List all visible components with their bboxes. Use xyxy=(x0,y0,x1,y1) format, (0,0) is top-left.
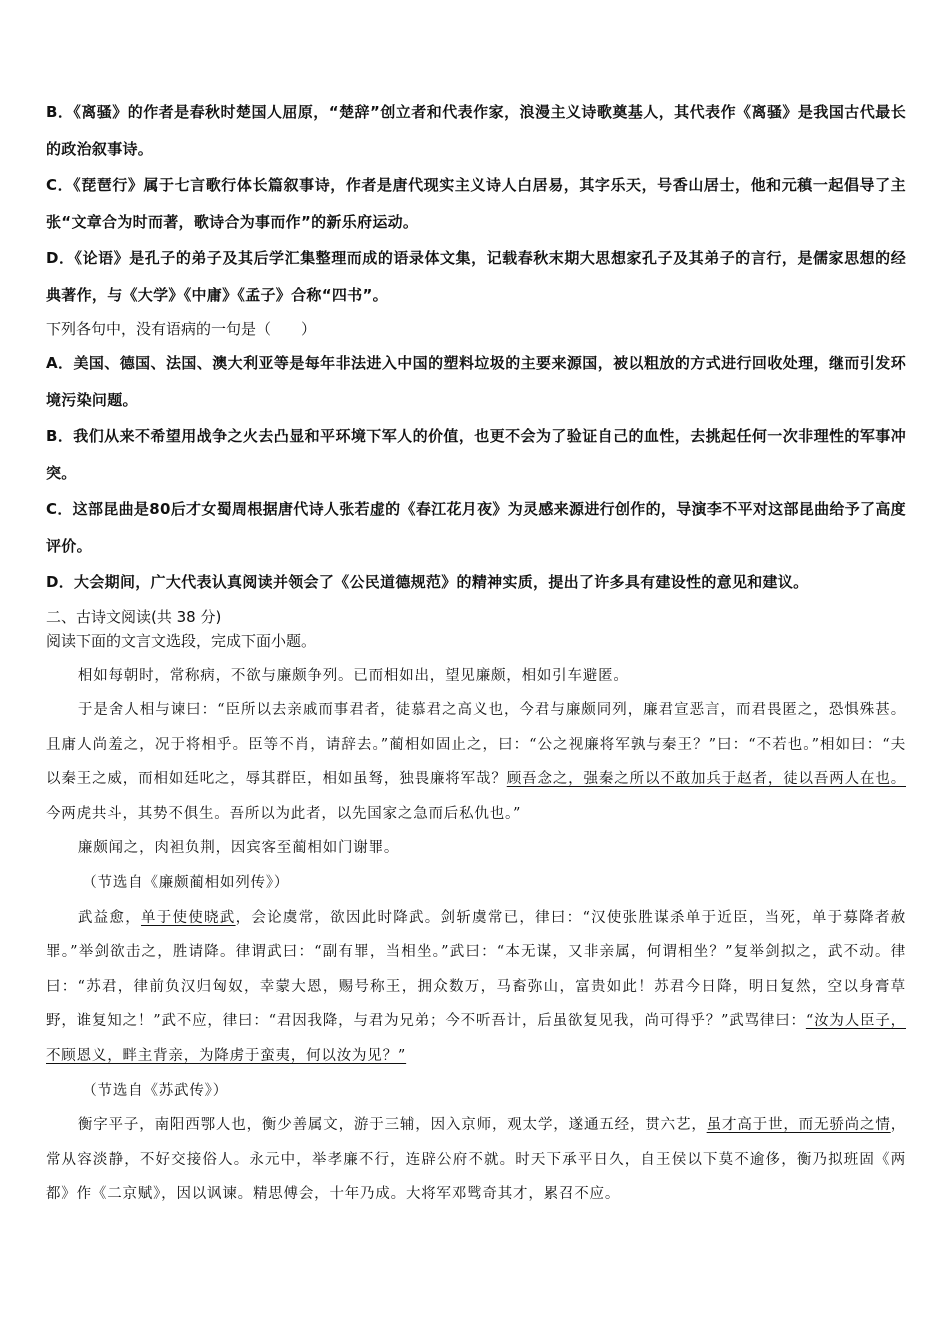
passage2-para xyxy=(46,901,906,1074)
q2-stem: 下列各句中，没有语病的一句是（ ） xyxy=(46,320,317,338)
q1-option-b: B．《离骚》的作者是春秋时楚国人屈原，“楚辞”创立者和代表作家，浪漫主义诗歌奠基人，其代表作《离骚》是我国古代最长的政治叙事诗。 xyxy=(46,103,906,158)
q2-option-c: C．这部昆曲是80后才女蜀周根据唐代诗人张若虚的《春江花月夜》为灵感来源进行创作的，导演李不平对这部昆曲给予了高度评价。 xyxy=(46,500,906,555)
passage2-source: （节选自《苏武传》） xyxy=(82,1082,228,1099)
passage2-underlined-sentence: “汝为人臣子，不顾恩义，畔主背亲，为降虏于蛮夷，何以汝为见？” xyxy=(46,1013,906,1065)
passage1-para1: 相如每朝时，常称病，不欲与廉颇争列。已而相如出，望见廉颇，相如引车避匿。 xyxy=(77,667,629,684)
passage2-underlined-phrase: 单于使使晓武 xyxy=(140,909,236,926)
passage2-text-b: ，会论虞常，欲因此时降武。剑斩虞常已，律曰：“汉使张胜谋杀单于近臣，当死，单于募降者赦罪。”举剑欲击之，胜请降。律谓武曰：“副有罪，当相坐。”武曰：“本无谋，又非亲属，何谓相坐？”复举剑拟之，武不动。律曰：“苏君，律前负汉归匈奴，幸蒙大恩，赐号称王，拥众数万，马畜弥山，富贵如此！苏君今日降，明日复然，空以身膏草野，谁复知之！”武不应，律曰：“君因我降，与君为兄弟；今不听吾计，后虽欲复见我，尚可得乎？”武骂律曰： xyxy=(46,909,906,1030)
passage3-text-b: ，常从容淡静，不好交接俗人。永元中，举孝廉不行，连辟公府不就。时天下承平日久，自王侯以下莫不逾侈，衡乃拟班固《两都》作《二京赋》，因以讽谏。精思傅会，十年乃成。大将军邓骘奇其才，累召不应。 xyxy=(46,1117,906,1203)
passage1-para2 xyxy=(46,693,906,831)
q1-option-c: C．《琵琶行》属于七言歌行体长篇叙事诗，作者是唐代现实主义诗人白居易，其字乐天，号香山居士，他和元稹一起倡导了主张“文章合为时而著，歌诗合为事而作”的新乐府运动。 xyxy=(46,176,906,231)
passage1-para3: 廉颇闻之，肉袒负荆，因宾客至蔺相如门谢罪。 xyxy=(77,840,400,857)
section-title: 二、古诗文阅读(共 38 分) xyxy=(46,607,222,626)
passage1-para2-text-a: 于是舍人相与谏曰：“臣所以去亲戚而事君者，徒慕君之高义也，今君与廉颇同列，廉君宣恶言，而君畏匿之，恐惧殊甚。且庸人尚羞之，况于将相乎。臣等不肖，请辞去。”蔺相如固止之，曰：“公之视廉将军孰与秦王？”曰：“不若也。”相如曰：“夫以秦王之威，而相如廷叱之，辱其群臣，相如虽驽，独畏廉将军哉？ xyxy=(46,702,906,788)
passage3-para xyxy=(46,1108,906,1212)
q1-option-d: D．《论语》是孔子的弟子及其后学汇集整理而成的语录体文集，记载春秋末期大思想家孔子及其弟子的言行，是儒家思想的经典著作，与《大学》《中庸》《孟子》合称“四书”。 xyxy=(46,249,906,304)
passage3-underlined-sentence: 虽才高于世，而无骄尚之情 xyxy=(706,1117,891,1134)
passage1-underlined-sentence: 顾吾念之，强秦之所以不敢加兵于赵者，徒以吾两人在也。 xyxy=(506,771,906,788)
passage1-source: （节选自《廉颇蔺相如列传》） xyxy=(82,875,290,892)
section-instruction: 阅读下面的文言文选段，完成下面小题。 xyxy=(46,631,317,650)
q2-option-a: A．美国、德国、法国、澳大利亚等是每年非法进入中国的塑料垃圾的主要来源国，被以粗放的方式进行回收处理，继而引发环境污染问题。 xyxy=(46,354,906,409)
passage3-text-a: 衡字平子，南阳西鄂人也，衡少善属文，游于三辅，因入京师，观太学，遂通五经，贯六艺， xyxy=(77,1117,707,1134)
exam-page xyxy=(46,94,906,1212)
passage2-text-a: 武益愈， xyxy=(77,909,141,926)
q2-option-b: B．我们从来不希望用战争之火去凸显和平环境下军人的价值，也更不会为了验证自己的血性，去挑起任何一次非理性的军事冲突。 xyxy=(46,427,906,482)
q2-option-d: D．大会期间，广大代表认真阅读并领会了《公民道德规范》的精神实质，提出了许多具有建设性的意见和建议。 xyxy=(46,573,809,591)
passage1-para2-text-b: 今两虎共斗，其势不俱生。吾所以为此者，以先国家之急而后私仇也。” xyxy=(46,805,522,822)
